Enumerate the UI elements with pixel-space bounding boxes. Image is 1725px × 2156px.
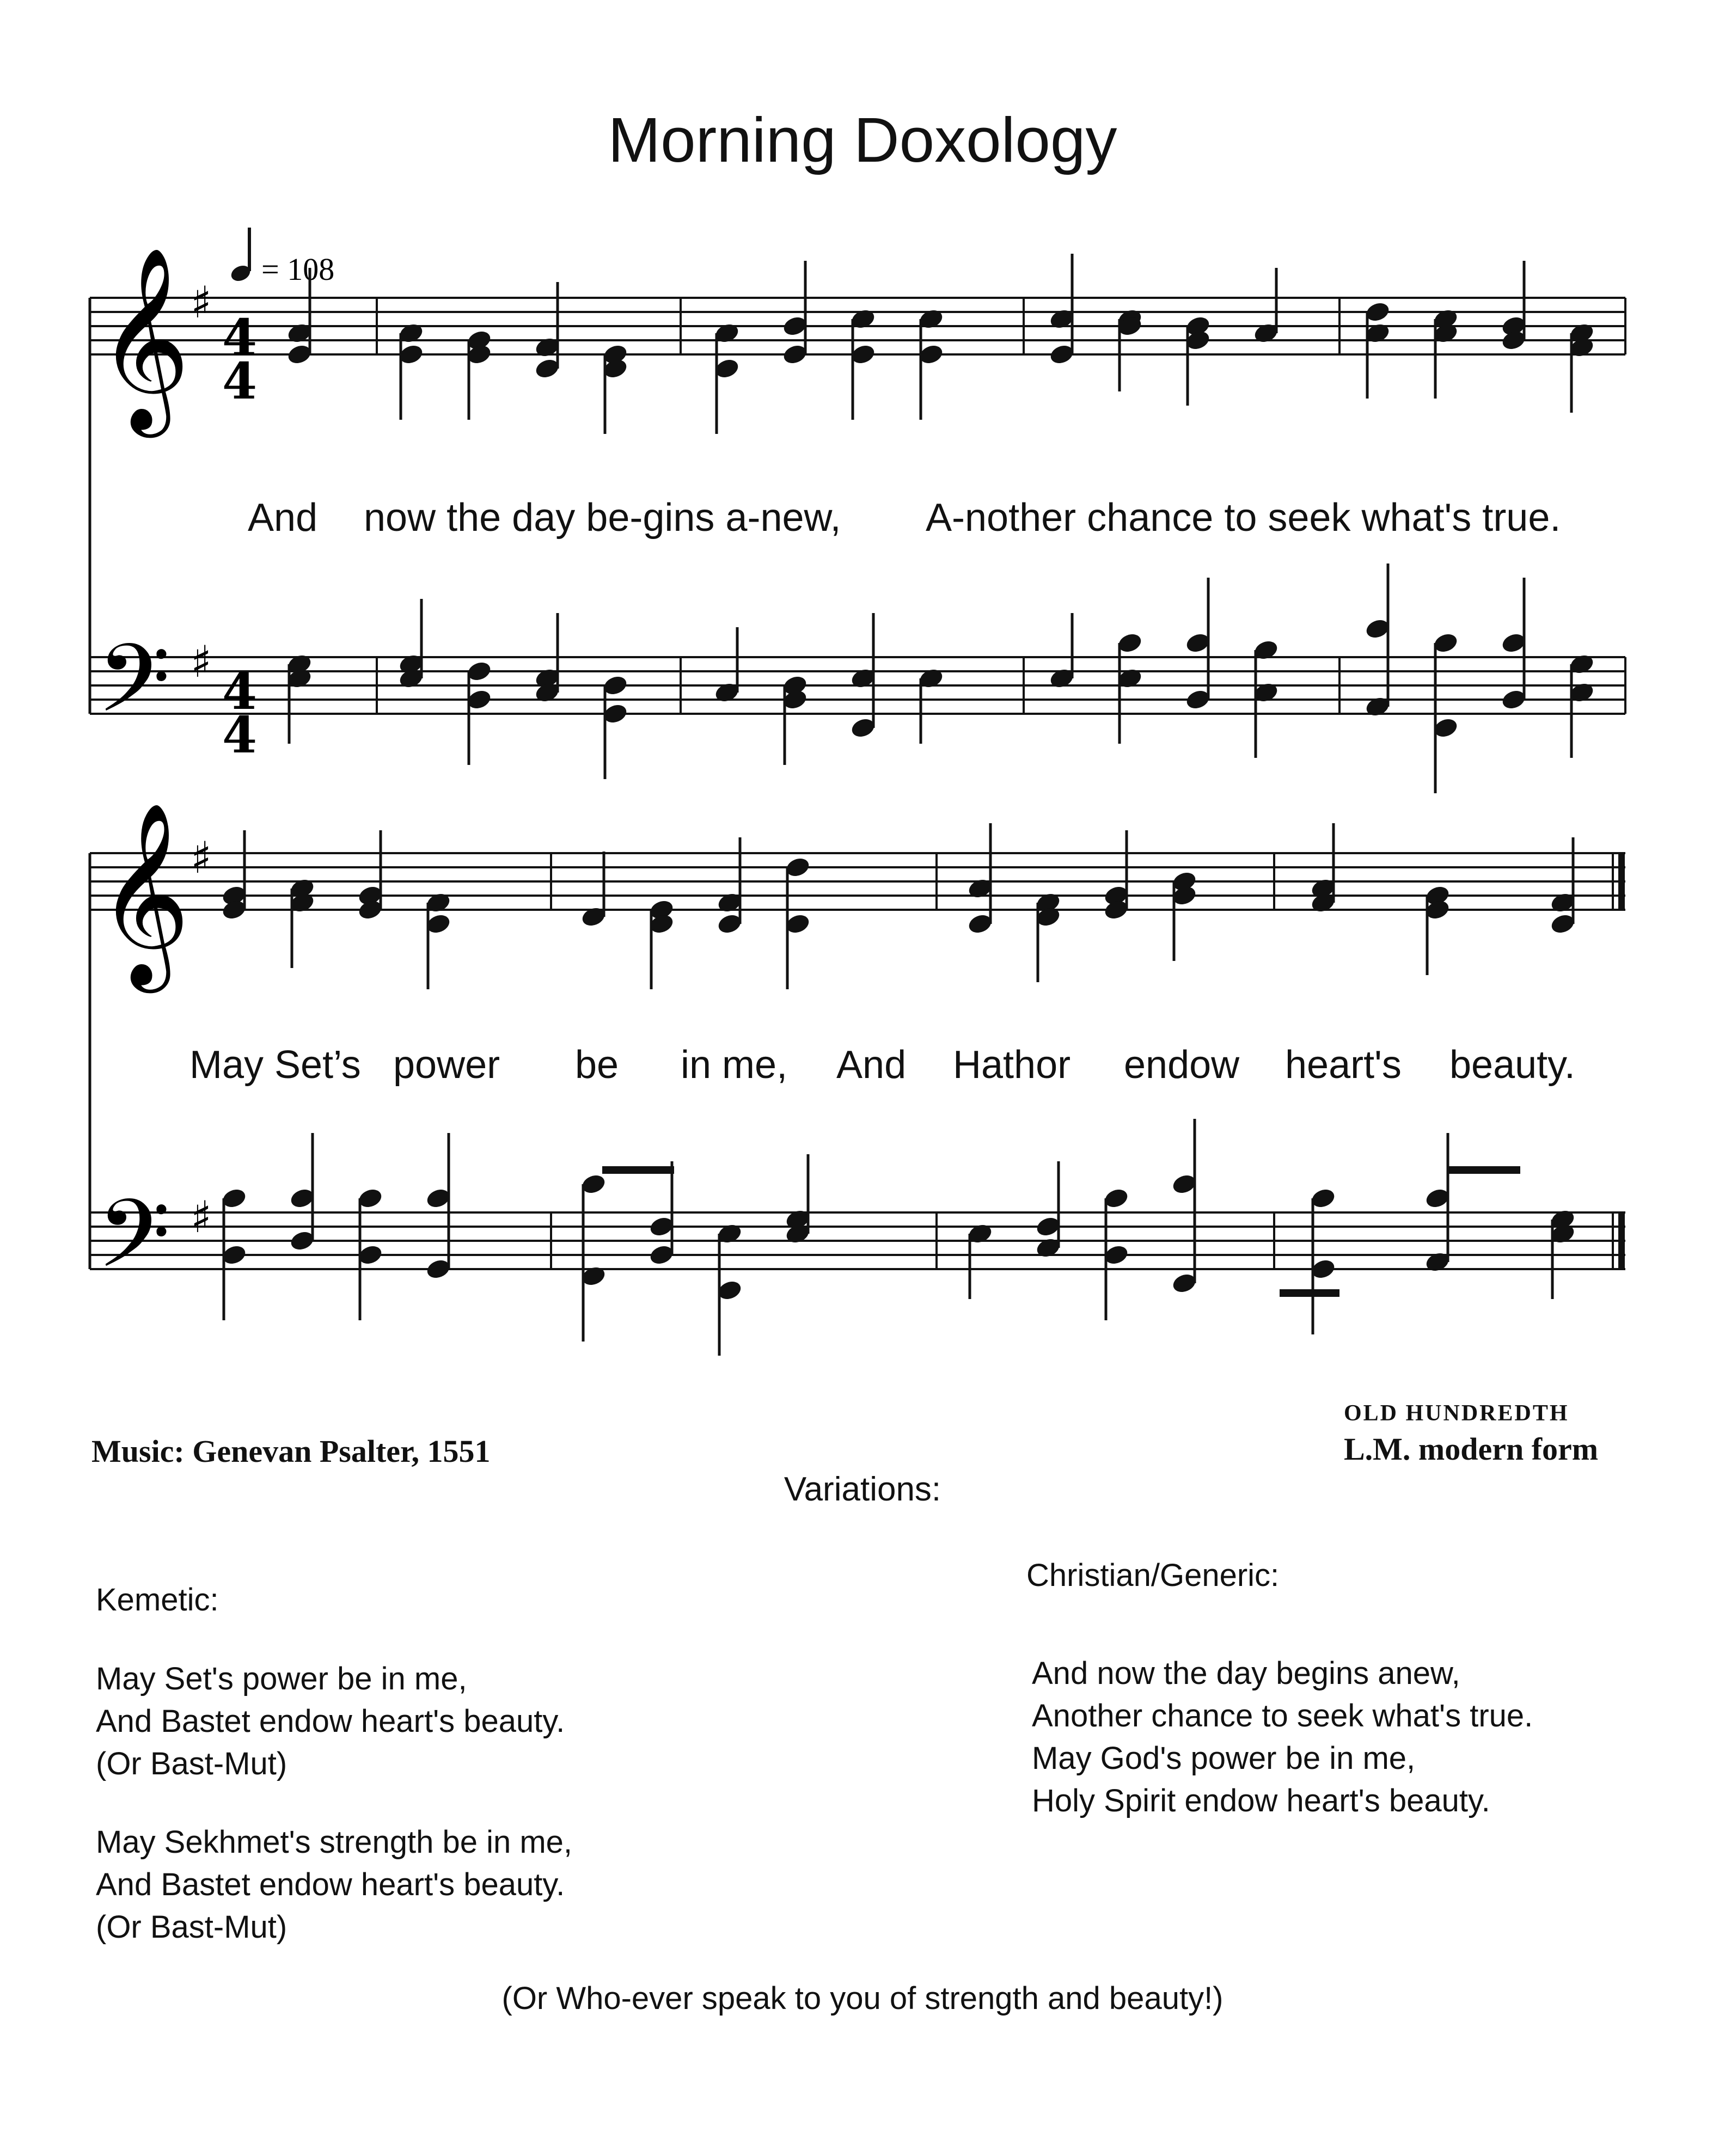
- beam: [602, 1166, 674, 1174]
- treble-clef-icon: 𝄞: [97, 801, 191, 985]
- verse-line: May Sekhmet's strength be in me,: [96, 1824, 573, 1860]
- variations-heading: Variations:: [784, 1471, 941, 1508]
- verse-line: May God's power be in me,: [1032, 1741, 1416, 1776]
- lyric-word: Hathor: [953, 1043, 1071, 1087]
- sharp-icon: ♯: [191, 832, 212, 883]
- sharp-icon: ♯: [191, 277, 212, 328]
- page-title: Morning Doxology: [608, 105, 1117, 175]
- time-sig-bottom: 4: [222, 352, 258, 411]
- music-credit: Music: Genevan Psalter, 1551: [91, 1434, 491, 1469]
- time-sig-top: 4: [222, 662, 258, 721]
- staff-lines: [90, 298, 1625, 1269]
- verse-line: Holy Spirit endow heart's beauty.: [1032, 1783, 1490, 1818]
- notes: [221, 254, 1595, 1356]
- lyric-word: endow: [1124, 1043, 1240, 1087]
- sharp-icon: ♯: [191, 1192, 212, 1242]
- lyric-word: now the day be-gins a-new,: [364, 496, 841, 540]
- verse-line: And now the day begins anew,: [1032, 1656, 1460, 1691]
- time-sig-top: 4: [222, 308, 258, 367]
- treble-clef-icon: 𝄞: [97, 246, 191, 430]
- lyric-word: be: [575, 1043, 619, 1087]
- bass-clef-icon: 𝄢: [97, 623, 171, 757]
- lyric-word: heart's: [1285, 1043, 1402, 1087]
- lyric-word: And: [248, 496, 318, 540]
- verse-line: (Or Bast-Mut): [96, 1746, 288, 1781]
- meter: L.M. modern form: [1344, 1431, 1599, 1467]
- sharp-icon: ♯: [191, 636, 212, 687]
- tempo-marking: [229, 228, 334, 287]
- verse-line: (Or Bast-Mut): [96, 1909, 288, 1945]
- lyric-word: beauty.: [1449, 1043, 1575, 1087]
- lyric-word: power: [393, 1043, 500, 1087]
- verse-line: And Bastet endow heart's beauty.: [96, 1704, 565, 1739]
- tempo-text: = 108: [261, 252, 335, 287]
- tune-name: OLD HUNDREDTH: [1344, 1401, 1569, 1426]
- verse-line: Another chance to seek what's true.: [1032, 1698, 1533, 1734]
- verse-line: And Bastet endow heart's beauty.: [96, 1867, 565, 1902]
- christian-stanza: [1032, 1652, 1533, 1822]
- bass-clef-icon: 𝄢: [97, 1179, 171, 1312]
- lyric-word: And: [836, 1043, 907, 1087]
- lyric-word: May Set’s: [189, 1043, 361, 1087]
- lyric-word: A-nother chance to seek what's true.: [926, 496, 1561, 540]
- barlines: [90, 298, 1625, 1269]
- kemetic-stanza-2: [96, 1821, 572, 1949]
- kemetic-stanza-1: [96, 1658, 565, 1785]
- clefs: [97, 246, 257, 1312]
- beam: [1448, 1166, 1520, 1174]
- beam: [1280, 1289, 1339, 1297]
- time-sig-bottom: 4: [222, 706, 258, 764]
- lyric-word: in me,: [681, 1043, 788, 1087]
- variations-footer: (Or Who-ever speak to you of strength and beauty!): [501, 1981, 1224, 2016]
- kemetic-label: Kemetic:: [96, 1582, 219, 1618]
- christian-label: Christian/Generic:: [1026, 1558, 1280, 1593]
- verse-line: May Set's power be in me,: [96, 1661, 467, 1696]
